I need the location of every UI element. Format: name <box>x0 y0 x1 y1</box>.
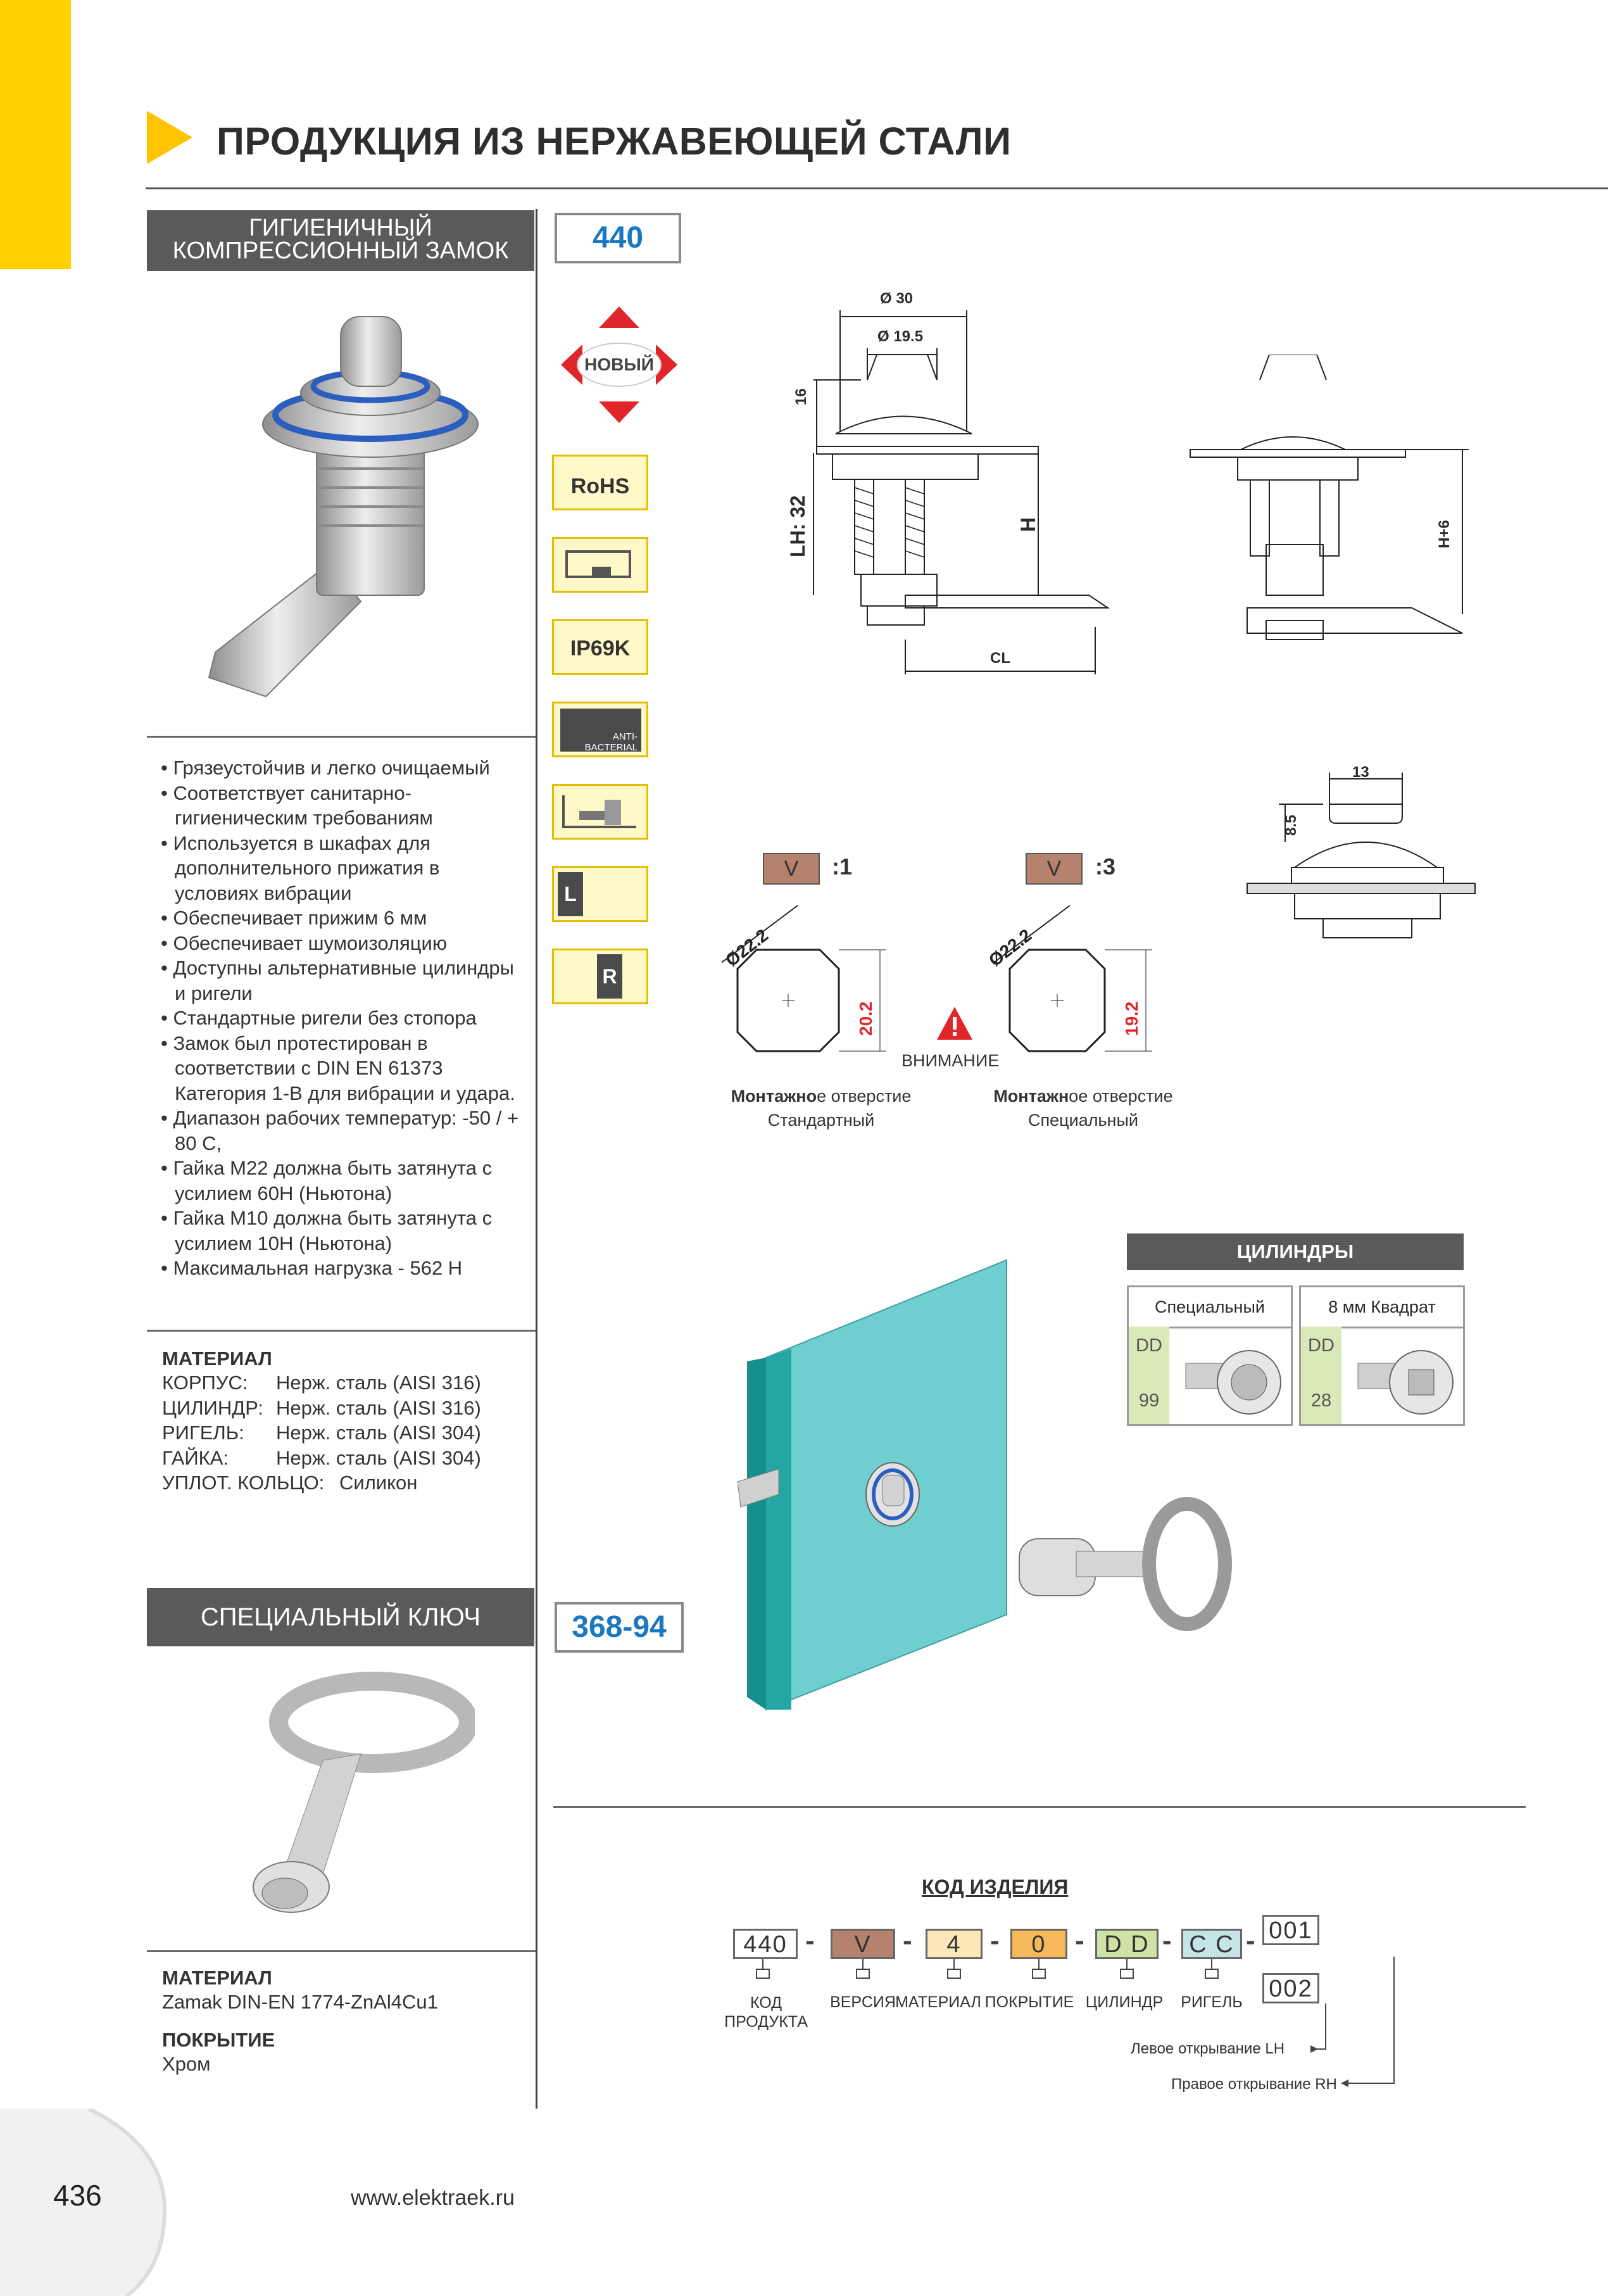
material-section <box>162 1347 529 1496</box>
version-box: V <box>763 853 820 885</box>
list-item: • Обеспечивает шумоизоляцию <box>161 931 528 956</box>
antibacterial-icon: ANTI-BACTERIAL <box>552 702 648 757</box>
dim-lh: LH: 32 <box>786 495 809 557</box>
code-dash: - <box>990 1925 1000 1956</box>
key-photo <box>209 1665 475 1931</box>
hole-standard-caption: Монтажное отверстие Стандартный <box>731 1087 912 1130</box>
list-item: • Гайка M10 должна быть затянута с усилием 10Н (Ньютона) <box>161 1206 528 1256</box>
dim-16: 16 <box>793 388 810 405</box>
code-dash: - <box>805 1925 815 1956</box>
mounting-icon <box>552 784 648 840</box>
code-dash: - <box>1162 1925 1172 1956</box>
title-arrow-icon <box>147 111 192 164</box>
version-box: V <box>1026 853 1083 885</box>
key-code-badge: 368-94 <box>555 1602 684 1653</box>
material-row: ГАЙКА: Нерж. сталь (AISI 304) <box>162 1446 481 1469</box>
dim-dia: Ø22.2 <box>985 925 1036 971</box>
section-divider <box>553 1806 1526 1808</box>
list-item: • Доступны альтернативные цилиндры и ригели <box>161 956 528 1006</box>
key-header: СПЕЦИАЛЬНЫЙ КЛЮЧ <box>147 1588 534 1646</box>
section-divider <box>147 1330 536 1332</box>
dim-square-standard: 20.2 <box>856 1001 876 1036</box>
dim-square-special: 19.2 <box>1122 1001 1141 1036</box>
material-row: КОРПУС: Нерж. сталь (AISI 316) <box>162 1372 481 1394</box>
dim-dia: Ø22.2 <box>722 925 772 971</box>
code-option-lh-label: Левое открывание LH <box>1131 2040 1285 2057</box>
code-label-product: КОД ПРОДУКТА <box>724 1994 808 2031</box>
cylinders-header: ЦИЛИНДРЫ <box>1127 1233 1464 1270</box>
code-dash: - <box>903 1925 912 1956</box>
rohs-icon: RoHS <box>552 455 648 510</box>
cylinder-code1: DD <box>1301 1327 1341 1378</box>
cylinder-label: 8 мм Квадрат <box>1301 1287 1463 1328</box>
title-divider <box>146 187 1608 189</box>
list-item: • Грязеустойчив и легко очищаемый <box>161 755 528 781</box>
code-dash: - <box>1075 1925 1084 1956</box>
code-dash: - <box>1246 1925 1255 1956</box>
product-header <box>147 210 534 271</box>
list-item: • Используется в шкафах для дополнительного прижатия в условиях вибрации <box>161 831 528 906</box>
dim-85: 8.5 <box>1283 814 1300 836</box>
code-label-bolt: РИГЕЛЬ <box>1181 1993 1243 2011</box>
key-material-title: МАТЕРИАЛ <box>162 1967 272 1989</box>
cylinder-card <box>1299 1285 1465 1426</box>
gasket-icon <box>552 537 648 593</box>
cylinder-label: Специальный <box>1129 1287 1291 1328</box>
list-item: • Обеспечивает прижим 6 мм <box>161 905 528 931</box>
code-part-version: V <box>831 1929 895 1959</box>
technical-drawing-compressed <box>1184 355 1475 659</box>
hole-special-drawing <box>975 899 1190 1064</box>
material-row: РИГЕЛЬ: Нерж. сталь (AISI 304) <box>162 1422 481 1444</box>
code-part-bolt: C C <box>1181 1929 1242 1959</box>
panel-illustration <box>722 1254 1241 1735</box>
dim-h6: H+6 <box>1436 520 1453 548</box>
key-material-value: Zamak DIN-EN 1774-ZnAl4Cu1 <box>162 1991 438 2013</box>
code-label-material: МАТЕРИАЛ <box>895 1993 981 2011</box>
section-divider <box>147 736 536 738</box>
code-option-lh: 001 <box>1262 1915 1319 1945</box>
code-part-material: 4 <box>926 1929 983 1959</box>
page-title: ПРОДУКЦИЯ ИЗ НЕРЖАВЕЮЩЕЙ СТАЛИ <box>217 120 1012 163</box>
list-item: • Максимальная нагрузка - 562 Н <box>161 1256 528 1281</box>
product-code-badge: 440 <box>555 213 681 263</box>
code-part-product: 440 <box>733 1929 798 1959</box>
feature-list <box>161 755 528 1281</box>
code-part-cylinder: D D <box>1095 1929 1159 1959</box>
material-row: ЦИЛИНДР: Нерж. сталь (AISI 316) <box>162 1396 481 1419</box>
material-title: МАТЕРИАЛ <box>162 1347 272 1370</box>
right-hand-icon: R <box>552 949 648 1004</box>
website-link[interactable]: www.elektraek.ru <box>351 2186 515 2210</box>
list-item: • Замок был протестирован в соответствии с DIN EN 61373 Категория 1-B для вибрации и удара. <box>161 1031 528 1106</box>
left-hand-icon: L <box>552 866 648 922</box>
cylinder-code2: 99 <box>1129 1377 1169 1424</box>
code-option-rh: 002 <box>1262 1973 1319 2003</box>
scale-label: :1 <box>832 854 853 880</box>
hole-special-caption: Монтажное отверстие Специальный <box>993 1087 1173 1130</box>
list-item: • Диапазон рабочих температур: -50 / + 80 C, <box>161 1106 528 1156</box>
product-header-line1: ГИГИЕНИЧНЫЙ <box>249 215 432 241</box>
key-coating-title: ПОКРЫТИЕ <box>162 2028 275 2051</box>
new-badge-label: НОВЫЙ <box>584 355 654 374</box>
technical-drawing-side <box>779 285 1133 678</box>
dim-h: H <box>1017 517 1040 532</box>
dim-cl: CL <box>990 650 1010 667</box>
code-label-cylinder: ЦИЛИНДР <box>1085 1993 1164 2011</box>
scale-label: :3 <box>1095 854 1116 880</box>
column-divider <box>536 209 537 2109</box>
yellow-accent-bar <box>0 0 71 269</box>
code-part-coating: 0 <box>1010 1929 1067 1959</box>
section-divider <box>147 1950 536 1952</box>
warning-label: ВНИМАНИЕ <box>901 1051 1000 1070</box>
list-item: • Гайка M22 должна быть затянута с усилием 60Н (Ньютона) <box>161 1156 528 1206</box>
dim-d30: Ø 30 <box>880 290 914 307</box>
page-number: 436 <box>53 2179 102 2212</box>
cylinder-code2: 28 <box>1301 1377 1341 1424</box>
code-label-coating: ПОКРЫТИЕ <box>984 1993 1074 2011</box>
code-label-version: ВЕРСИЯ <box>830 1993 896 2011</box>
cylinder-image <box>1352 1338 1459 1420</box>
hole-standard-drawing <box>709 899 924 1064</box>
code-option-rh-label: Правое открывание RH <box>1171 2076 1337 2093</box>
technical-drawing-front <box>1241 766 1481 956</box>
material-row: УПЛОТ. КОЛЬЦО: Силикон <box>162 1472 418 1494</box>
product-header-line2: КОМПРЕССИОННЫЙ ЗАМОК <box>172 237 509 264</box>
ip69k-icon: IP69K <box>552 619 648 675</box>
dim-13: 13 <box>1352 764 1369 781</box>
key-coating-value: Хром <box>162 2052 211 2075</box>
product-code-title: КОД ИЗДЕЛИЯ <box>922 1876 1069 1898</box>
warning-icon <box>936 1006 974 1041</box>
cylinder-code1: DD <box>1129 1327 1169 1378</box>
dim-d195: Ø 19.5 <box>877 328 924 345</box>
key-material-section <box>162 1967 438 2076</box>
lock-photo <box>171 298 525 728</box>
list-item: • Стандартные ригели без стопора <box>161 1006 528 1031</box>
list-item: • Соответствует санитарно-гигиеническим требованиям <box>161 781 528 831</box>
